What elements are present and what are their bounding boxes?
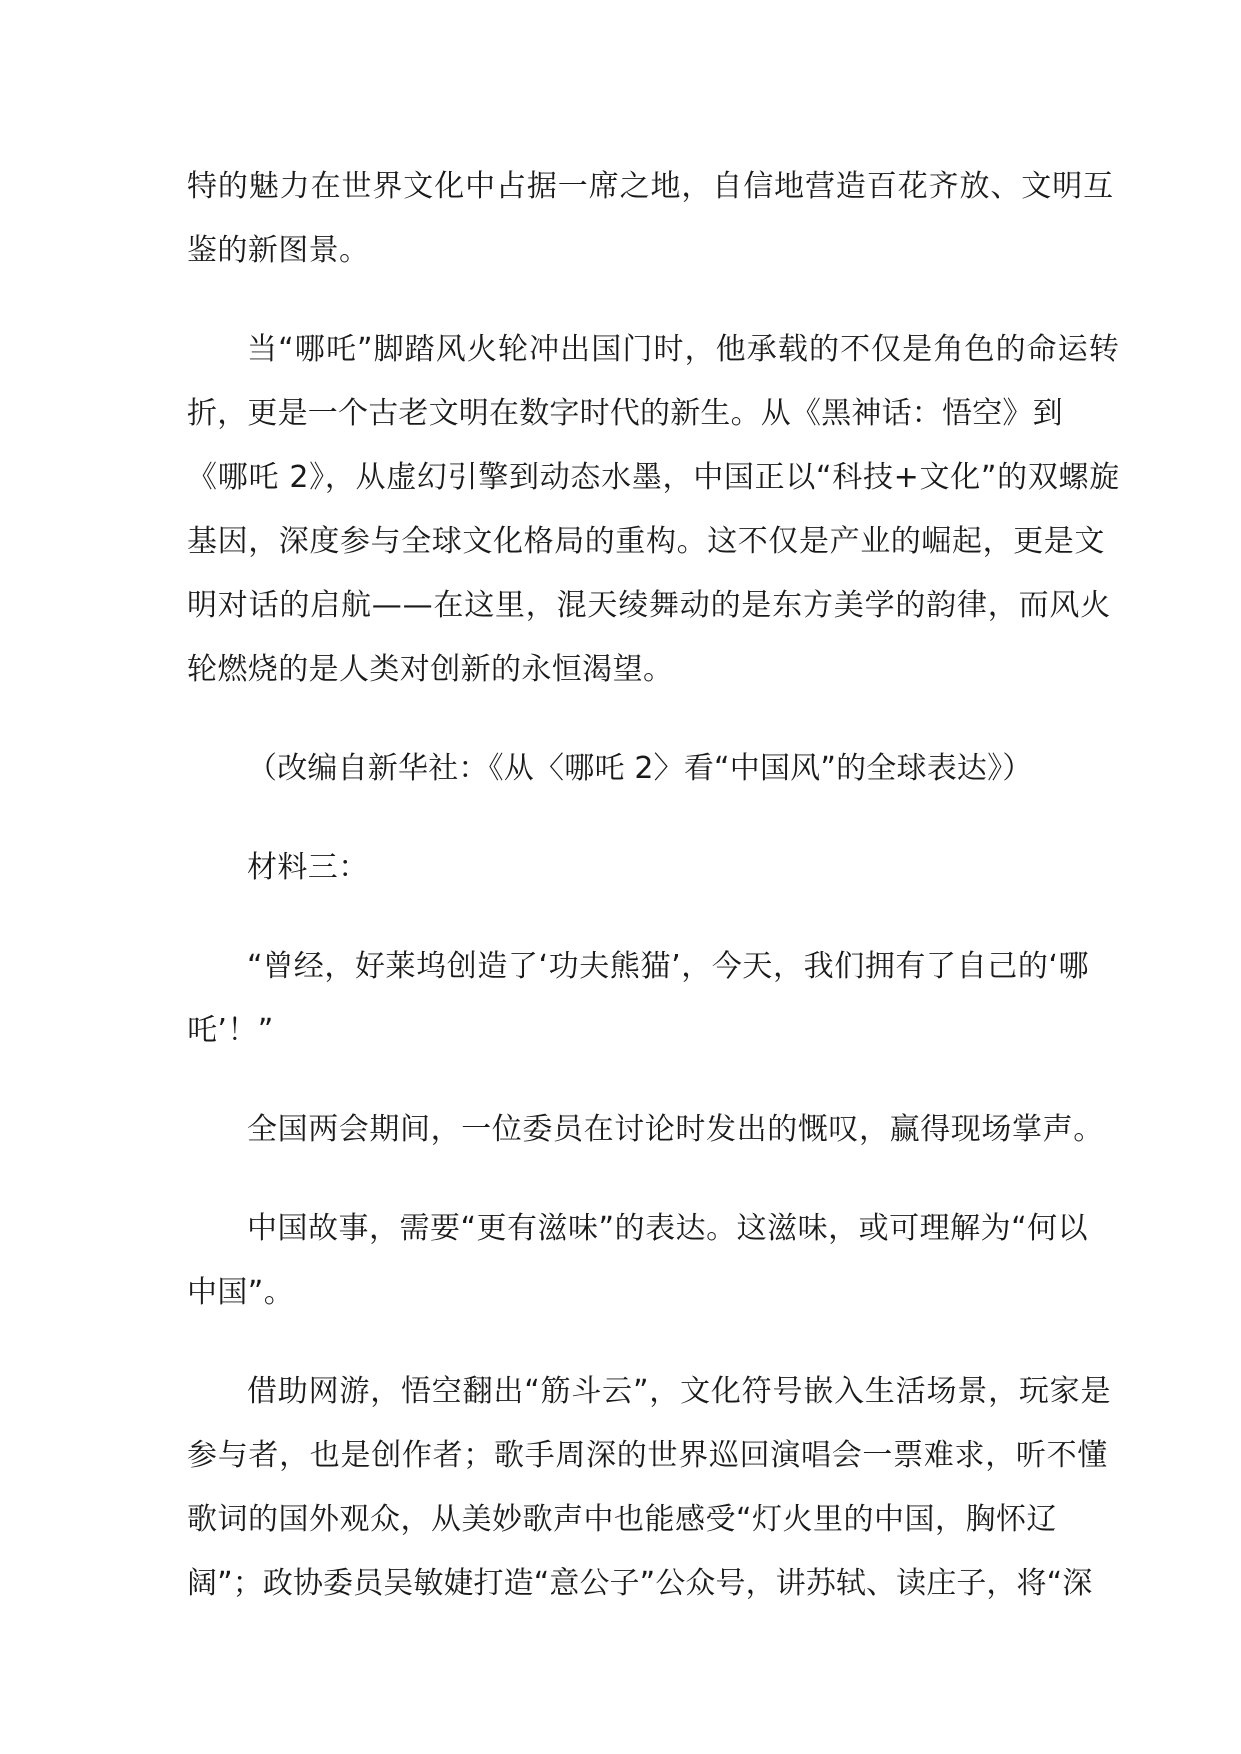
source-citation: （改编自新华社：《从〈哪吒 2〉看“中国风”的全球表达》） [247,751,1033,786]
paragraph-line: 折，更是一个古老文明在数字时代的新生。从《黑神话：悟空》到 [187,396,1063,431]
paragraph-line: 全国两会期间，一位委员在讨论时发出的慨叹，赢得现场掌声。 [247,1112,1104,1147]
paragraph-line: 明对话的启航——在这里，混天绫舞动的是东方美学的韵律，而风火 [187,588,1111,623]
paragraph-line: 吒’！” [187,1013,274,1048]
paragraph-line: 鉴的新图景。 [187,233,370,268]
paragraph-line: 当“哪吒”脚踏风火轮冲出国门时，他承载的不仅是角色的命运转 [247,332,1120,367]
paragraph-line: 借助网游，悟空翻出“筋斗云”，文化符号嵌入生活场景，玩家是 [247,1374,1112,1409]
paragraph-line: 基因，深度参与全球文化格局的重构。这不仅是产业的崛起，更是文 [187,524,1105,559]
paragraph-line: 特的魅力在世界文化中占据一席之地，自信地营造百花齐放、文明互 [187,169,1114,204]
section-heading: 材料三： [247,850,369,885]
paragraph-line: 中国”。 [187,1275,295,1310]
paragraph-line: 《哪吒 2》，从虚幻引擎到动态水墨，中国正以“科技+文化”的双螺旋 [187,460,1120,495]
paragraph-line: 歌词的国外观众，从美妙歌声中也能感受“灯火里的中国，胸怀辽 [187,1502,1058,1537]
paragraph-line: 阔”；政协委员吴敏婕打造“意公子”公众号，讲苏轼、读庄子，将“深 [187,1566,1093,1601]
paragraph-line: 中国故事，需要“更有滋味”的表达。这滋味，或可理解为“何以 [247,1211,1089,1246]
paragraph-line: 参与者，也是创作者；歌手周深的世界巡回演唱会一票难求，听不懂 [187,1438,1108,1473]
paragraph-line: “曾经，好莱坞创造了‘功夫熊猫’，今天，我们拥有了自己的‘哪 [247,949,1090,984]
paragraph-line: 轮燃烧的是人类对创新的永恒渴望。 [187,652,674,687]
